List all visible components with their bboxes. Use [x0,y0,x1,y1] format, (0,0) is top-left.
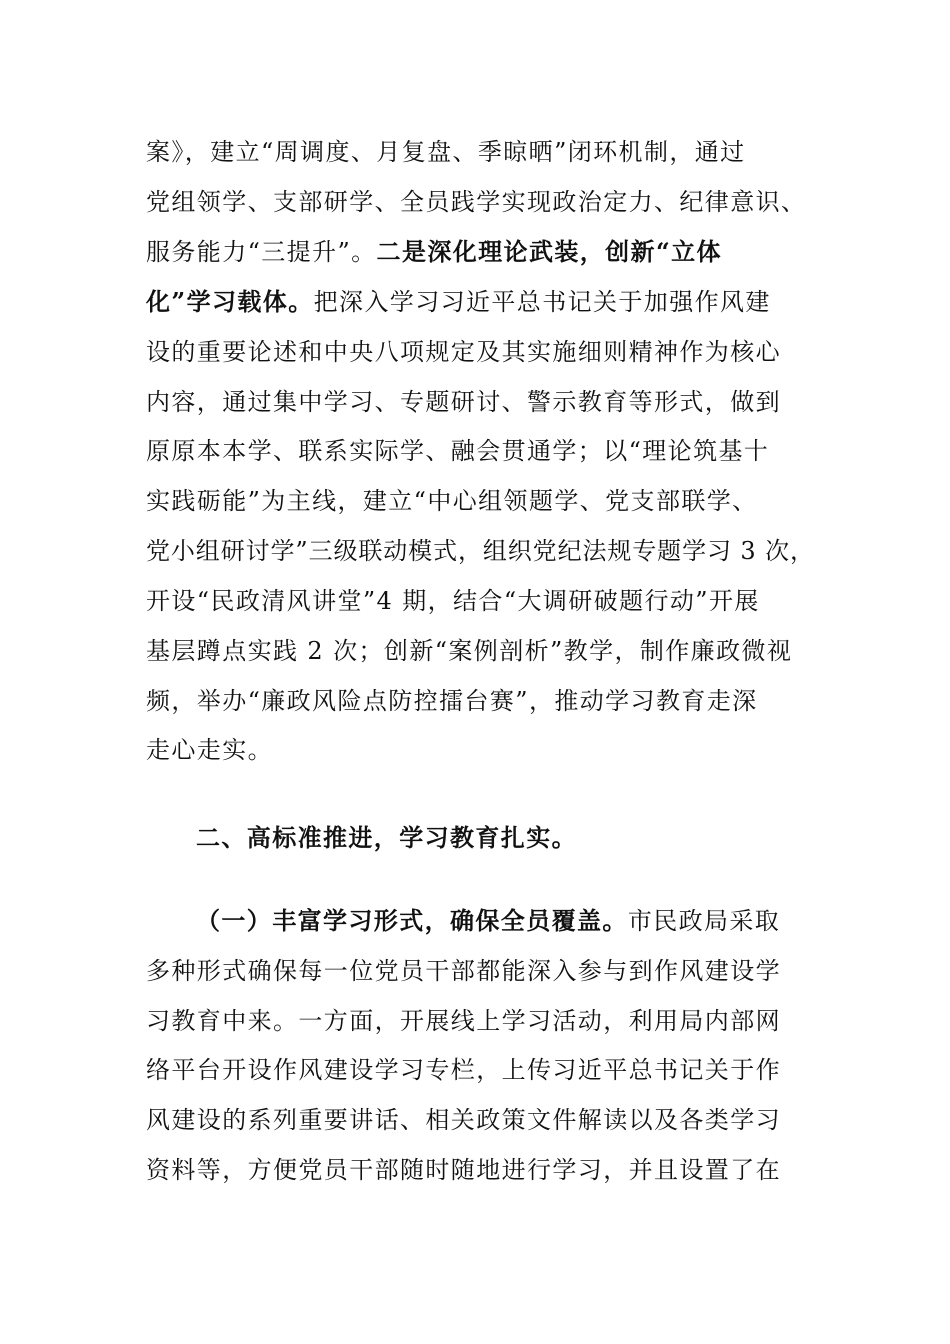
body-line [146,1055,781,1085]
body-text: 案》，建立“周调度、月复盘、季晾晒”闭环机制，通过 [146,138,746,166]
body-line [146,536,815,566]
body-line [146,187,806,217]
body-text: 频，举办“廉政风险点防控擂台赛”，推动学习教育走深 [146,687,758,715]
body-text: 风建设的系列重要讲话、相关政策文件解读以及各类学习 [146,1106,781,1134]
body-line [196,906,780,936]
body-line [146,1006,781,1036]
body-text: 开设“民政清风讲堂”4 期，结合“大调研破题行动”开展 [146,587,760,615]
body-line [146,387,781,417]
bold-heading-text: 化”学习载体。 [146,287,314,316]
body-line [146,287,771,317]
body-line [146,337,781,367]
body-text: 多种形式确保每一位党员干部都能深入参与到作风建设学 [146,957,781,985]
body-text: 党小组研讨学”三级联动模式，组织党纪法规专题学习 3 次， [146,537,815,565]
body-text: 设的重要论述和中央八项规定及其实施细则精神作为核心 [146,338,781,366]
body-text: 内容，通过集中学习、专题研讨、警示教育等形式，做到 [146,388,781,416]
body-line [146,686,758,716]
body-text: 原原本本学、联系实际学、融会贯通学；以“理论筑基十 [146,437,770,465]
body-text: 把深入学习习近平总书记关于加强作风建 [313,288,771,316]
body-line [146,1155,781,1185]
body-text: 党组领学、支部研学、全员践学实现政治定力、纪律意识、 [146,188,807,216]
body-text: 络平台开设作风建设学习专栏，上传习近平总书记关于作 [146,1056,781,1084]
body-text: 服务能力“三提升”。 [146,238,377,266]
bold-heading-text: （一）丰富学习形式，确保全员覆盖。 [196,906,628,935]
body-line [146,436,769,466]
body-text: 基层蹲点实践 2 次；创新“案例剖析”教学，制作廉政微视 [146,637,793,665]
body-line [146,486,758,516]
body-line [146,735,273,765]
body-line [146,636,792,666]
body-line [146,237,722,267]
section-heading-text: 二、高标准推进，学习教育扎实。 [196,823,577,852]
body-line [146,586,760,616]
section-heading [196,823,577,853]
body-text: 走心走实。 [146,736,273,764]
body-text: 市民政局采取 [627,907,781,935]
body-text: 实践砺能”为主线，建立“中心组领题学、党支部联学、 [146,487,758,515]
body-line [146,956,781,986]
body-line [146,1105,781,1135]
body-text: 资料等，方便党员干部随时随地进行学习，并且设置了在 [146,1156,781,1184]
body-line [146,137,746,167]
bold-heading-text: 二是深化理论武装，创新“立体 [376,237,722,266]
body-text: 习教育中来。一方面，开展线上学习活动，利用局内部网 [146,1007,781,1035]
